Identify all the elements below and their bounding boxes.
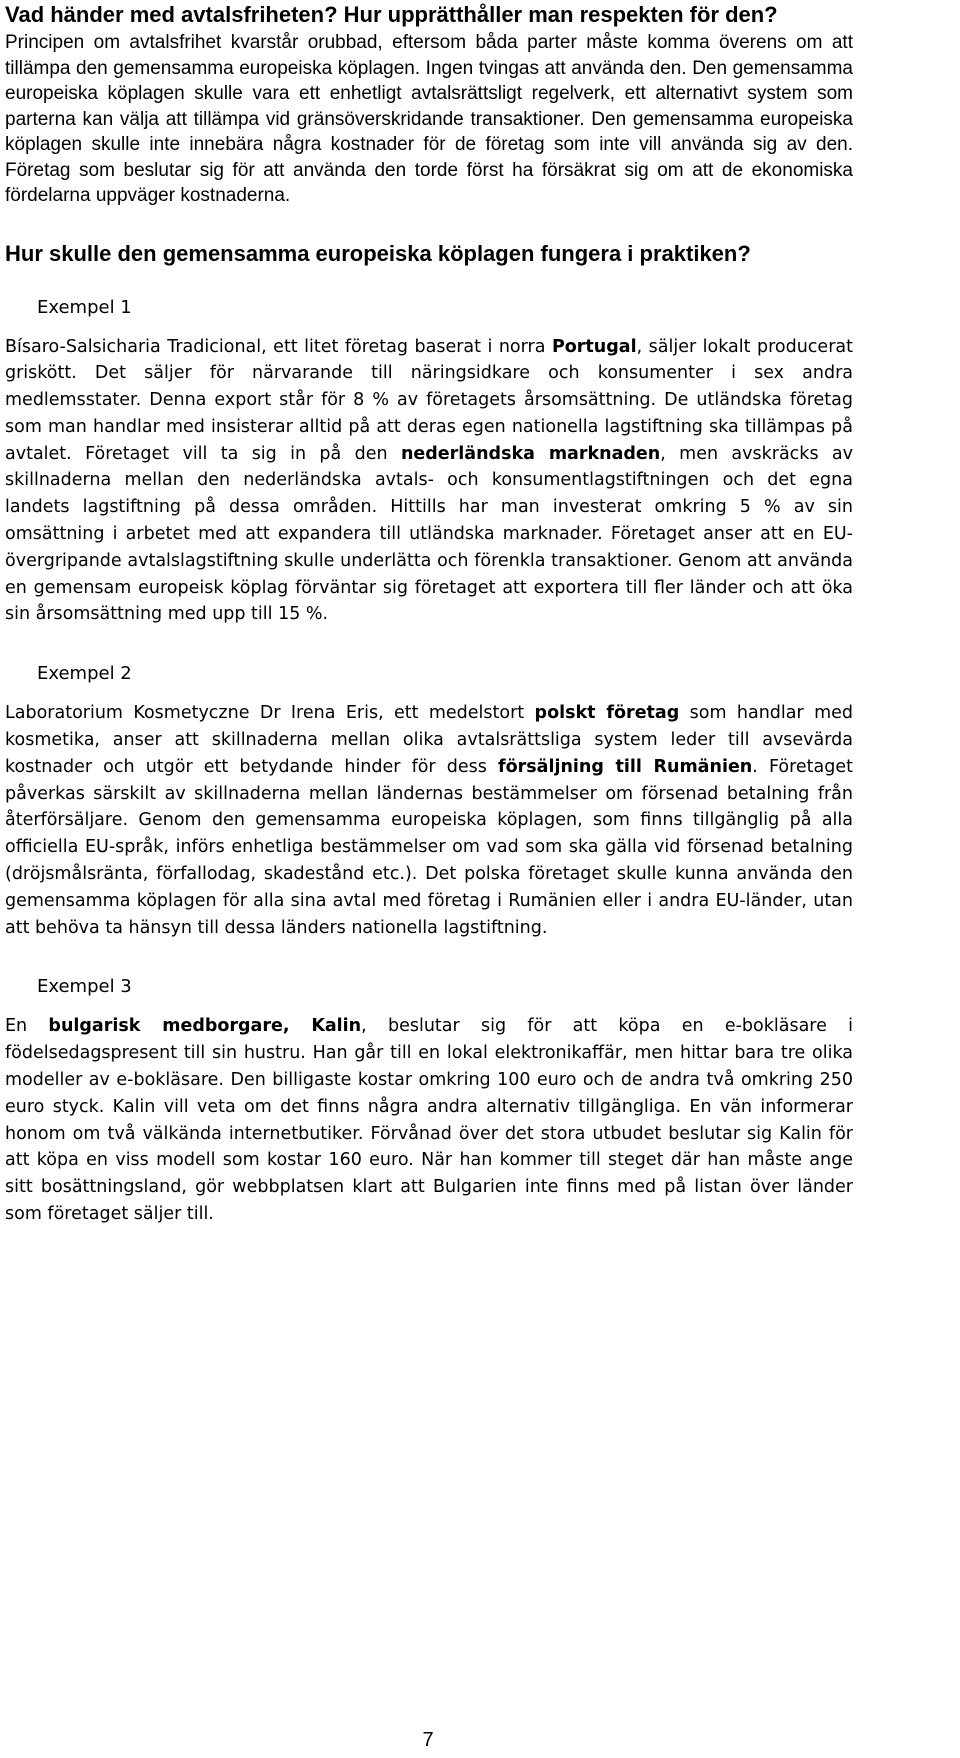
example-3-text-b: , beslutar sig för att köpa en e-bokläsare i födelsedagspresent till sin hustru. Han går till en lokal elektronikaffär, men hittar bara tre olika modeller av e-bokläsare. Den billigaste kostar omkring 100 euro och de andra två omkring 250 euro styck. Kalin vill veta om det finns några andra alternativ tillgängliga. En vän informerar honom om två välkända internetbutiker. Förvånad över det stora utbudet beslutar sig Kalin för att köpa en viss modell som kostar 160 euro. När han kommer till steget där han måste ange sitt bosättningsland, gör webbplatsen klart att Bulgarien inte finns med på listan över länder som företaget säljer till. bbox=[5, 1016, 853, 1225]
example-2-bold-sales-romania: försäljning till Rumänien bbox=[497, 756, 753, 777]
section-heading-in-practice: Hur skulle den gemensamma europeiska köplagen fungera i praktiken? bbox=[5, 240, 751, 266]
example-2-text-a: Laboratorium Kosmetyczne Dr Irena Eris, ett medelstort bbox=[5, 703, 535, 724]
example-1-text-a: Bísaro-Salsicharia Tradicional, ett litet företag baserat i norra bbox=[5, 336, 552, 357]
example-1-bold-portugal: Portugal bbox=[551, 336, 637, 357]
section-heading-contract-freedom: Vad händer med avtalsfriheten? Hur upprätthåller man respekten för den? bbox=[5, 2, 778, 27]
example-3-bold-bulgarian-citizen: bulgarisk medborgare, Kalin bbox=[48, 1016, 362, 1037]
example-1-paragraph bbox=[5, 334, 853, 629]
example-1-bold-dutch-market: nederländska marknaden bbox=[400, 443, 661, 464]
example-3-paragraph bbox=[5, 1013, 853, 1227]
page-number: 7 bbox=[422, 1729, 434, 1751]
example-3-title: Exempel 3 bbox=[37, 976, 132, 998]
example-2-title: Exempel 2 bbox=[37, 663, 132, 685]
example-3-text-a: En bbox=[5, 1016, 49, 1037]
document-content bbox=[5, 0, 853, 1228]
example-1-title: Exempel 1 bbox=[37, 296, 132, 318]
example-1-text-c: , men avskräcks av skillnaderna mellan den nederländska avtals- och konsumentlagstiftningen och det egna landets lagstiftning på dessa områden. Hittills har man investerat omkring 5 % av sin omsättning i arbetet med att expandera till utländska marknader. Företaget anser att en EU-övergripande avtalslagstiftning skulle underlätta och förenkla transaktioner. Genom att använda en gemensam europeisk köplag förväntar sig företaget att exportera till fler länder och att öka sin årsomsättning med upp till 15 %. bbox=[5, 443, 853, 625]
example-2-bold-polish-company: polskt företag bbox=[534, 703, 680, 724]
example-2-paragraph bbox=[5, 700, 853, 941]
example-2-text-c: . Företaget påverkas särskilt av skillnaderna mellan ländernas bestämmelser om försenad betalning från återförsäljare. Genom den gemensamma europeiska köplagen, som finns tillgänglig på alla officiella EU-språk, införs enhetliga bestämmelser om vad som ska gälla vid försenad betalning (dröjsmålsränta, förfallodag, skadestånd etc.). Det polska företaget skulle kunna använda den gemensamma köplagen för alla sina avtal med företag i Rumänien eller i andra EU-länder, utan att behöva ta hänsyn till dessa länders nationella lagstiftning. bbox=[5, 756, 853, 938]
intro-paragraph: Principen om avtalsfrihet kvarstår orubbad, eftersom båda parter måste komma överens om att tillämpa den gemensamma europeiska köplagen. Ingen tvingas att använda den. Den gemensamma europeiska köplagen skulle vara ett enhetligt avtalsrättsligt regelverk, ett alternativt system som parterna kan välja att tillämpa vid gränsöverskridande transaktioner. Den gemensamma europeiska köplagen skulle inte innebära några kostnader för de företag som inte vill använda sig av den. Företag som beslutar sig för att använda den torde först ha försäkrat sig om att de ekonomiska fördelarna uppväger kostnaderna. bbox=[5, 32, 853, 206]
example-1-text-b: , säljer lokalt producerat griskött. Det säljer för närvarande till näringsidkare och konsumenter i sex andra medlemsstater. Denna export står för 8 % av företagets årsomsättning. De utländska företag som man handlar med insisterar alltid på att deras egen nationella lagstiftning ska tillämpas på avtalet. Företaget vill ta sig in på den bbox=[5, 336, 853, 464]
example-2-text-b: som handlar med kosmetika, anser att skillnaderna mellan olika avtalsrättsliga system leder till avsevärda kostnader och utgör ett betydande hinder för dess bbox=[5, 703, 853, 777]
